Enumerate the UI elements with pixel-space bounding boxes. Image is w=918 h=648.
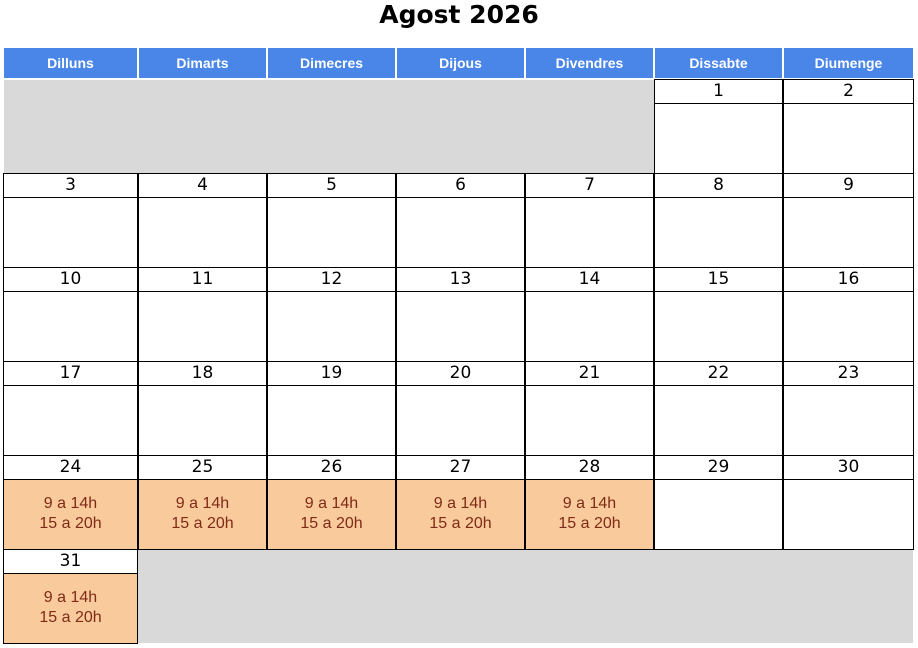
day-body <box>268 292 395 361</box>
day-cell-22[interactable] <box>654 361 783 456</box>
day-number: 19 <box>268 362 395 386</box>
day-cell-30[interactable] <box>783 455 914 550</box>
shift-line: 9 a 14h <box>43 495 98 512</box>
day-body <box>268 480 395 549</box>
shift-hours <box>139 494 266 534</box>
day-cell-17[interactable] <box>3 361 138 456</box>
day-cell-7[interactable] <box>525 173 654 268</box>
shift-line: 9 a 14h <box>433 495 488 512</box>
day-cell-13[interactable] <box>396 267 525 362</box>
day-number: 12 <box>268 268 395 292</box>
day-number: 22 <box>655 362 782 386</box>
day-body <box>655 386 782 455</box>
day-body <box>4 386 137 455</box>
day-cell-4[interactable] <box>138 173 267 268</box>
day-number: 31 <box>4 550 137 574</box>
day-body <box>526 292 653 361</box>
day-body <box>784 198 913 267</box>
weekday-header-dimecres: Dimecres <box>268 48 395 78</box>
day-body <box>139 386 266 455</box>
day-number: 20 <box>397 362 524 386</box>
day-cell-24[interactable] <box>3 455 138 550</box>
empty-cells-trailing <box>138 550 913 643</box>
weekday-header-dijous: Dijous <box>397 48 524 78</box>
day-cell-29[interactable] <box>654 455 783 550</box>
shift-line: 9 a 14h <box>43 589 98 606</box>
day-number: 17 <box>4 362 137 386</box>
day-cell-1[interactable] <box>654 79 783 174</box>
day-number: 23 <box>784 362 913 386</box>
day-number: 25 <box>139 456 266 480</box>
day-cell-31[interactable] <box>3 549 138 644</box>
day-body <box>784 292 913 361</box>
day-number: 8 <box>655 174 782 198</box>
shift-hours <box>4 494 137 534</box>
day-cell-20[interactable] <box>396 361 525 456</box>
day-cell-2[interactable] <box>783 79 914 174</box>
day-number: 2 <box>784 80 913 104</box>
calendar-title: Agost 2026 <box>379 0 539 29</box>
day-body <box>526 480 653 549</box>
day-body <box>655 480 782 549</box>
day-body <box>139 480 266 549</box>
day-cell-14[interactable] <box>525 267 654 362</box>
day-body <box>268 198 395 267</box>
day-number: 4 <box>139 174 266 198</box>
day-body <box>397 292 524 361</box>
day-number: 6 <box>397 174 524 198</box>
day-cell-23[interactable] <box>783 361 914 456</box>
day-body <box>4 480 137 549</box>
shift-line: 15 a 20h <box>429 515 492 532</box>
day-body <box>784 386 913 455</box>
day-cell-19[interactable] <box>267 361 396 456</box>
day-cell-6[interactable] <box>396 173 525 268</box>
day-number: 11 <box>139 268 266 292</box>
day-cell-9[interactable] <box>783 173 914 268</box>
day-number: 14 <box>526 268 653 292</box>
shift-line: 9 a 14h <box>304 495 359 512</box>
day-body <box>655 104 782 173</box>
day-number: 1 <box>655 80 782 104</box>
shift-line: 15 a 20h <box>39 515 102 532</box>
day-cell-28[interactable] <box>525 455 654 550</box>
day-number: 30 <box>784 456 913 480</box>
day-number: 16 <box>784 268 913 292</box>
day-body <box>655 198 782 267</box>
day-body <box>139 198 266 267</box>
day-number: 29 <box>655 456 782 480</box>
day-number: 10 <box>4 268 137 292</box>
day-number: 28 <box>526 456 653 480</box>
shift-hours <box>526 494 653 534</box>
day-number: 7 <box>526 174 653 198</box>
day-body <box>4 292 137 361</box>
day-cell-5[interactable] <box>267 173 396 268</box>
day-cell-8[interactable] <box>654 173 783 268</box>
weekday-header-dimarts: Dimarts <box>139 48 266 78</box>
day-body <box>784 480 913 549</box>
shift-hours <box>397 494 524 534</box>
day-body <box>397 480 524 549</box>
weekday-header-dilluns: Dilluns <box>4 48 137 78</box>
day-cell-18[interactable] <box>138 361 267 456</box>
day-cell-3[interactable] <box>3 173 138 268</box>
day-cell-27[interactable] <box>396 455 525 550</box>
day-cell-26[interactable] <box>267 455 396 550</box>
day-body <box>784 104 913 173</box>
shift-line: 15 a 20h <box>300 515 363 532</box>
day-cell-21[interactable] <box>525 361 654 456</box>
day-number: 9 <box>784 174 913 198</box>
day-number: 3 <box>4 174 137 198</box>
day-body <box>397 386 524 455</box>
shift-hours <box>4 588 137 628</box>
day-body <box>268 386 395 455</box>
day-number: 24 <box>4 456 137 480</box>
shift-line: 15 a 20h <box>39 609 102 626</box>
day-number: 5 <box>268 174 395 198</box>
shift-line: 9 a 14h <box>562 495 617 512</box>
day-body <box>4 198 137 267</box>
shift-line: 15 a 20h <box>171 515 234 532</box>
shift-line: 15 a 20h <box>558 515 621 532</box>
day-body <box>526 386 653 455</box>
day-number: 26 <box>268 456 395 480</box>
day-number: 27 <box>397 456 524 480</box>
day-body <box>139 292 266 361</box>
day-cell-16[interactable] <box>783 267 914 362</box>
shift-hours <box>268 494 395 534</box>
day-cell-11[interactable] <box>138 267 267 362</box>
day-cell-10[interactable] <box>3 267 138 362</box>
day-cell-25[interactable] <box>138 455 267 550</box>
day-number: 21 <box>526 362 653 386</box>
day-cell-12[interactable] <box>267 267 396 362</box>
calendar-grid <box>4 48 913 646</box>
empty-cells-leading <box>4 80 654 173</box>
weekday-header-divendres: Divendres <box>526 48 653 78</box>
day-body <box>655 292 782 361</box>
weekday-header-dissabte: Dissabte <box>655 48 782 78</box>
day-body <box>526 198 653 267</box>
shift-line: 9 a 14h <box>175 495 230 512</box>
day-number: 18 <box>139 362 266 386</box>
day-number: 13 <box>397 268 524 292</box>
day-cell-15[interactable] <box>654 267 783 362</box>
day-number: 15 <box>655 268 782 292</box>
day-body <box>4 574 137 643</box>
weekday-header-diumenge: Diumenge <box>784 48 913 78</box>
day-body <box>397 198 524 267</box>
